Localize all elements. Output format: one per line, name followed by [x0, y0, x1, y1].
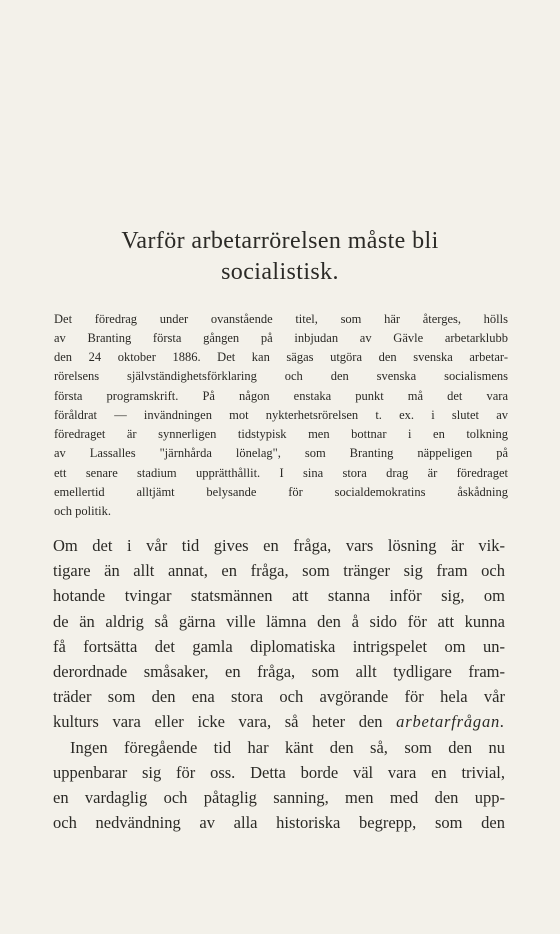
body-line: hotande tvingar statsmännen att stanna inför sig, om	[53, 586, 505, 605]
intro-line: och politik.	[54, 504, 111, 518]
body-line: tigare än allt annat, en fråga, som tränger sig fram och	[53, 561, 505, 580]
body-line: Om det i vår tid gives en fråga, vars lösning är vik-	[53, 536, 505, 555]
body-line: och nedvändning av alla historiska begrepp, som den	[53, 813, 505, 832]
intro-line: av Lassalles "järnhårda lönelag", som Branting näppeligen på	[54, 446, 508, 460]
body-line: träder som den ena stora och avgörande för hela vår	[53, 687, 505, 706]
intro-line: den 24 oktober 1886. Det kan sägas utgöra den svenska arbetar-	[54, 350, 508, 364]
chapter-title-line-1: Varför arbetarrörelsen måste bli	[121, 228, 439, 254]
body-line: Ingen föregående tid har känt den så, som den nu	[70, 738, 505, 757]
intro-line: föråldrat — invändningen mot nykterhetsrörelsen t. ex. i slutet av	[54, 408, 508, 422]
intro-line: av Branting första gången på inbjudan av Gävle arbetarklubb	[54, 331, 508, 345]
body-line: uppenbarar sig för oss. Detta borde väl vara en trivial,	[53, 763, 505, 782]
body-line: derordnade småsaker, en fråga, som allt tydligare fram-	[53, 662, 505, 681]
body-line: en vardaglig och påtaglig sanning, men med den upp-	[53, 788, 505, 807]
intro-line: Det föredrag under ovanstående titel, som här återges, hölls	[54, 312, 508, 326]
body-line: få fortsätta det gamla diplomatiska intrigspelet om un-	[53, 637, 505, 656]
intro-line: ett senare stadium upprätthållit. I sina stora drag är föredraget	[54, 466, 508, 480]
intro-line: första programskrift. På någon enstaka punkt må det vara	[54, 389, 508, 403]
chapter-title-line-2: socialistisk.	[221, 259, 339, 285]
intro-line: föredraget är synnerligen tidstypisk men bottnar i en tolkning	[54, 427, 508, 441]
body-line	[53, 714, 505, 731]
emphasized-term: arbetarfrågan.	[396, 712, 506, 731]
body-line-text: kulturs vara eller icke vara, så heter den	[53, 712, 383, 731]
intro-line: emellertid alltjämt belysande för socialdemokratins åskådning	[54, 485, 508, 499]
body-line: de än aldrig så gärna ville lämna den å sido för att kunna	[53, 612, 505, 631]
intro-line: rörelsens självständighetsförklaring och den svenska socialismens	[54, 369, 508, 383]
